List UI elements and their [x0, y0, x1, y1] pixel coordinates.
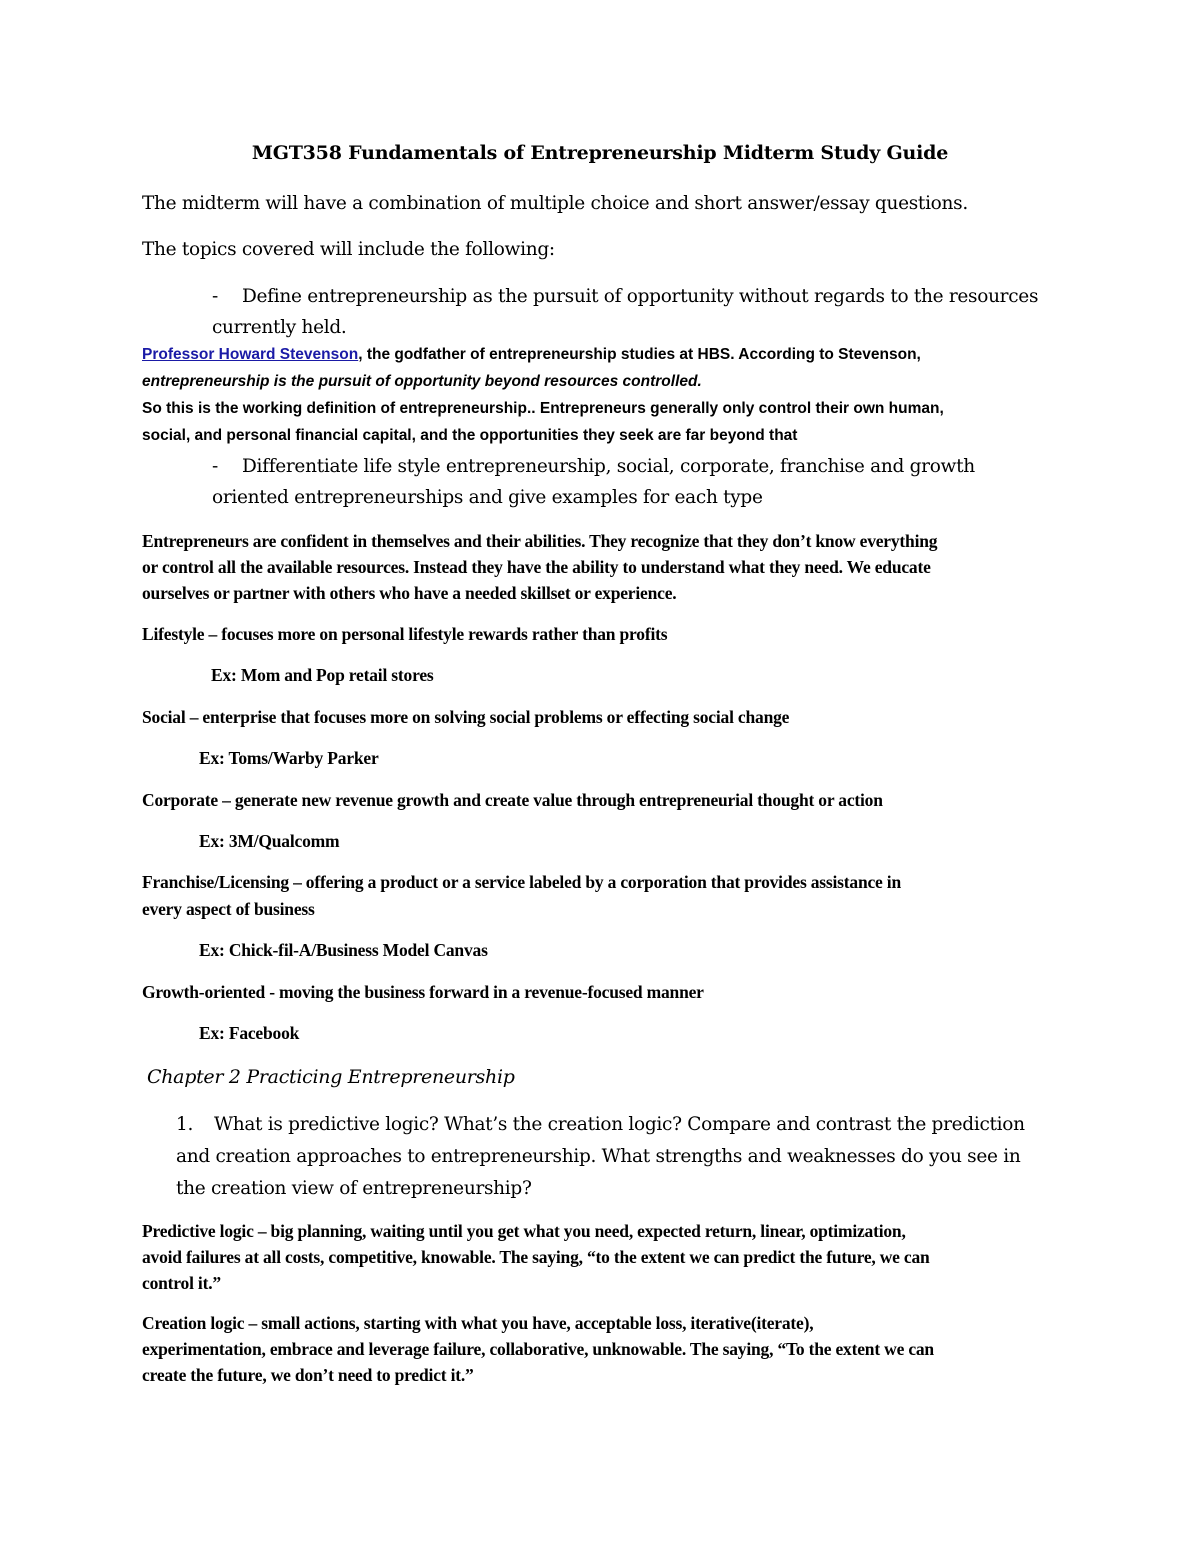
bullet-1-line-1 — [212, 281, 1038, 312]
stevenson-line-4: social, and personal financial capital, and the opportunities they seek are far beyond that — [142, 427, 798, 444]
creation-logic-line-2: experimentation, embrace and leverage failure, collaborative, unknowable. The saying, “To the extent we can — [142, 1339, 934, 1359]
corporate-example: Ex: 3M/Qualcomm — [199, 831, 340, 851]
creation-logic-line-1: Creation logic – small actions, starting with what you have, acceptable loss, iterative(iterate), — [142, 1313, 814, 1333]
creation-logic-line-3: create the future, we don’t need to predict it.” — [142, 1365, 474, 1385]
stevenson-link[interactable]: Professor Howard Stevenson — [142, 346, 359, 363]
bullet-1-dash: - — [212, 286, 218, 307]
question-1-line-2: and creation approaches to entrepreneurship. What strengths and weaknesses do you see in — [176, 1146, 1021, 1167]
lifestyle-example: Ex: Mom and Pop retail stores — [211, 665, 434, 685]
intro-line-1: The midterm will have a combination of multiple choice and short answer/essay questions. — [142, 193, 968, 214]
stevenson-line-1-rest: , the godfather of entrepreneurship studies at HBS. According to Stevenson, — [358, 346, 921, 363]
bullet-2-line-1 — [212, 451, 975, 482]
document-title: MGT358 Fundamentals of Entrepreneurship Midterm Study Guide — [251, 142, 949, 164]
intro-line-2: The topics covered will include the following: — [142, 239, 555, 260]
confident-line-3: ourselves or partner with others who have a needed skillset or experience. — [142, 583, 677, 603]
chapter-2-heading: Chapter 2 Practicing Entrepreneurship — [147, 1066, 515, 1088]
bullet-2-dash: - — [212, 456, 218, 477]
predictive-logic-line-2: avoid failures at all costs, competitive, knowable. The saying, “to the extent we can predict the future, we can — [142, 1247, 930, 1267]
predictive-logic-line-3: control it.” — [142, 1273, 221, 1293]
social-definition: Social – enterprise that focuses more on solving social problems or effecting social change — [142, 707, 790, 727]
stevenson-line-1 — [142, 342, 921, 369]
lifestyle-definition: Lifestyle – focuses more on personal lifestyle rewards rather than profits — [142, 624, 668, 644]
bullet-2-text: Differentiate life style entrepreneurship, social, corporate, franchise and growth — [242, 456, 975, 477]
franchise-definition-line-1: Franchise/Licensing – offering a product or a service labeled by a corporation that provides assistance in — [142, 872, 901, 892]
confident-line-1: Entrepreneurs are confident in themselves and their abilities. They recognize that they don’t know everything — [142, 531, 938, 551]
bullet-2-line-2: oriented entrepreneurships and give examples for each type — [212, 487, 763, 508]
growth-example: Ex: Facebook — [199, 1023, 300, 1043]
question-1-number: 1. — [176, 1114, 194, 1135]
predictive-logic-line-1: Predictive logic – big planning, waiting until you get what you need, expected return, linear, optimization, — [142, 1221, 906, 1241]
question-1-line-3: the creation view of entrepreneurship? — [176, 1178, 532, 1199]
franchise-example: Ex: Chick-fil-A/Business Model Canvas — [199, 940, 488, 960]
corporate-definition: Corporate – generate new revenue growth and create value through entrepreneurial thought or action — [142, 790, 883, 810]
stevenson-line-3: So this is the working definition of entrepreneurship.. Entrepreneurs generally only control their own human, — [142, 400, 944, 417]
question-1-line-1 — [176, 1109, 1025, 1140]
bullet-1-line-2: currently held. — [212, 317, 347, 338]
bullet-1-text: Define entrepreneurship as the pursuit of opportunity without regards to the resources — [242, 286, 1039, 307]
growth-definition: Growth-oriented - moving the business forward in a revenue-focused manner — [142, 982, 704, 1002]
confident-line-2: or control all the available resources. Instead they have the ability to understand what they need. We educate — [142, 557, 931, 577]
social-example: Ex: Toms/Warby Parker — [199, 748, 379, 768]
question-1-text: What is predictive logic? What’s the creation logic? Compare and contrast the prediction — [214, 1114, 1025, 1135]
stevenson-definition: entrepreneurship is the pursuit of opportunity beyond resources controlled. — [142, 373, 702, 390]
franchise-definition-line-2: every aspect of business — [142, 899, 315, 919]
